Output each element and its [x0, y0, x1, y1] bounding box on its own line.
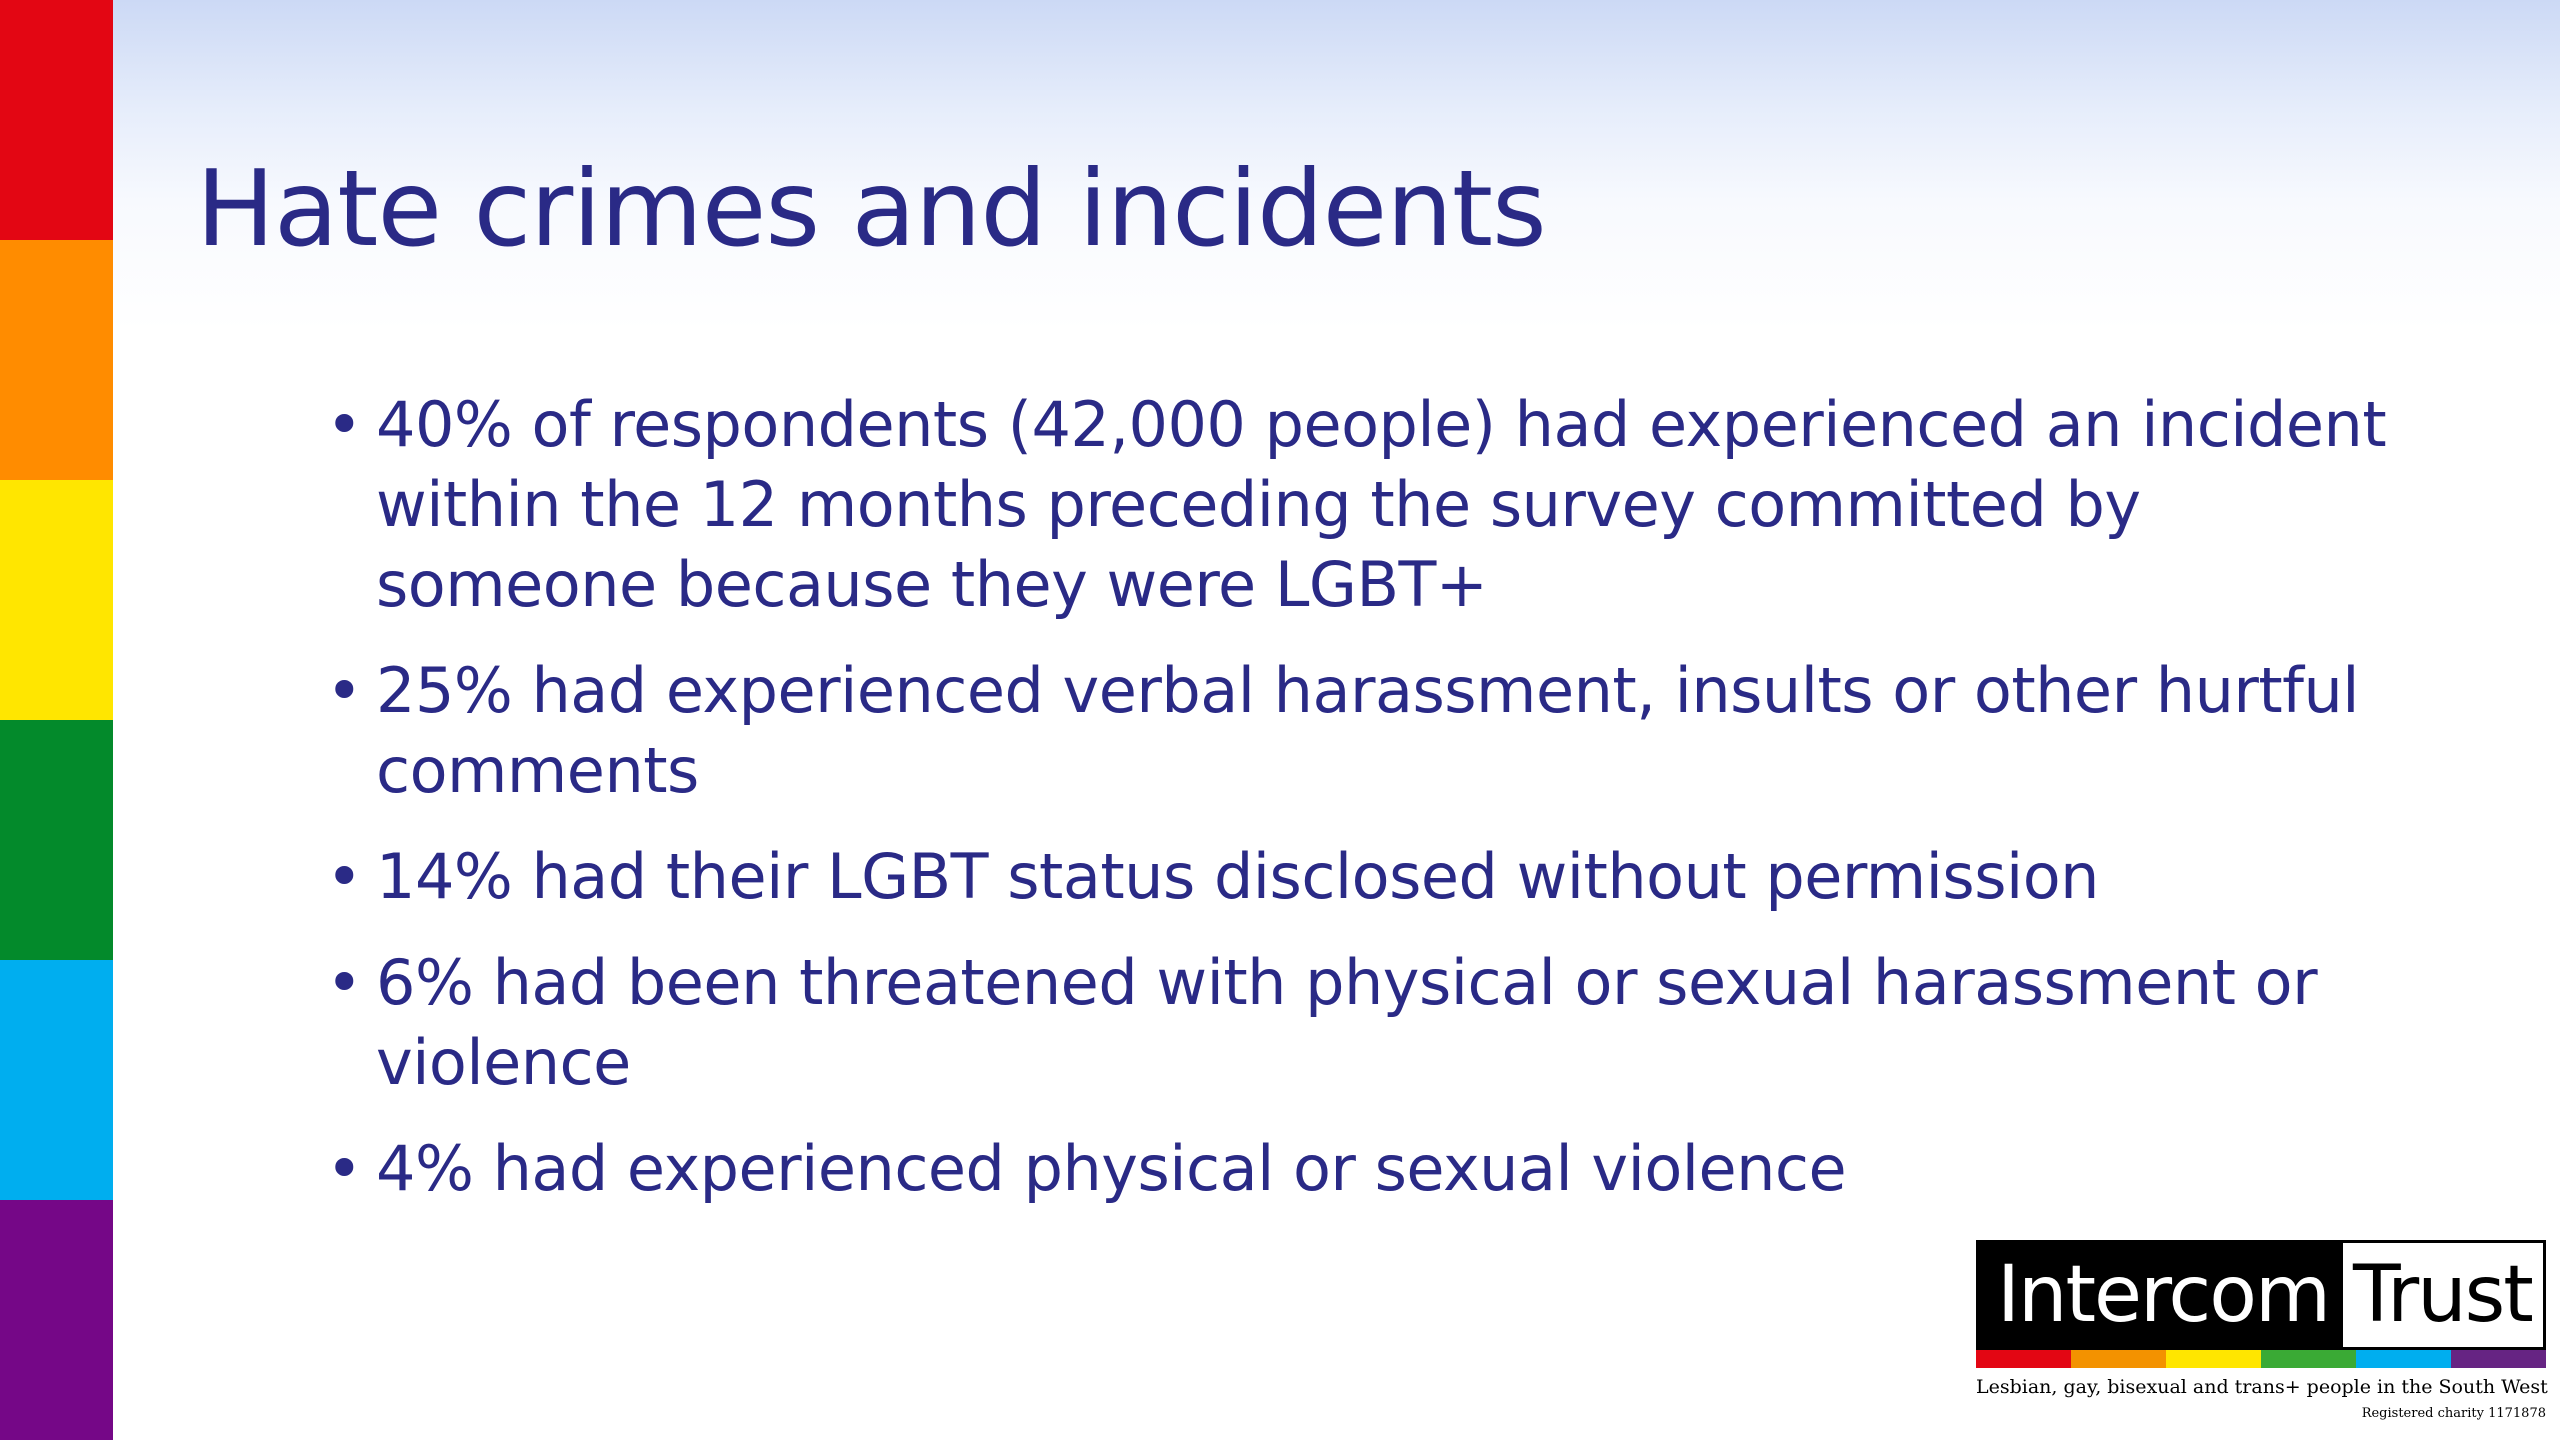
logo-stripe	[2261, 1350, 2356, 1368]
logo-tagline: Lesbian, gay, bisexual and trans+ people in the South West	[1976, 1376, 2548, 1398]
bullet-list	[326, 385, 2406, 1235]
bullet-dot: •	[326, 946, 363, 1019]
logo-wordmark	[1976, 1240, 2546, 1350]
logo-stripe	[2356, 1350, 2451, 1368]
bullet-dot: •	[326, 1132, 363, 1205]
slide-title: Hate crimes and incidents	[196, 148, 1546, 270]
logo-rainbow-stripes	[1976, 1350, 2546, 1368]
rainbow-sidebar	[0, 0, 113, 1440]
rainbow-stripe-yellow	[0, 480, 113, 720]
rainbow-stripe-red	[0, 0, 113, 240]
logo-stripe	[1976, 1350, 2071, 1368]
logo-stripe	[2166, 1350, 2261, 1368]
rainbow-stripe-blue	[0, 960, 113, 1200]
bullet-dot: •	[326, 388, 363, 461]
bullet-item	[326, 837, 2406, 917]
bullet-dot: •	[326, 840, 363, 913]
bullet-dot: •	[326, 654, 363, 727]
bullet-item	[326, 943, 2406, 1103]
bullet-text: 6% had been threatened with physical or sexual harassment or violence	[376, 946, 2318, 1099]
logo-stripe	[2071, 1350, 2166, 1368]
rainbow-stripe-green	[0, 720, 113, 960]
logo-name-trust: Trust	[2343, 1243, 2543, 1347]
bullet-item	[326, 1129, 2406, 1209]
intercom-trust-logo	[1976, 1240, 2546, 1422]
logo-name-intercom: Intercom	[1979, 1243, 2343, 1347]
rainbow-stripe-orange	[0, 240, 113, 480]
bullet-text: 40% of respondents (42,000 people) had experienced an incident within the 12 months preceding the survey committed by someone because they were LGBT+	[376, 388, 2387, 621]
bullet-item	[326, 651, 2406, 811]
rainbow-stripe-purple	[0, 1200, 113, 1440]
bullet-text: 4% had experienced physical or sexual violence	[376, 1132, 1847, 1205]
bullet-text: 14% had their LGBT status disclosed without permission	[376, 840, 2099, 913]
logo-charity-number: Registered charity 1171878	[2361, 1406, 2546, 1421]
bullet-item	[326, 385, 2406, 625]
bullet-text: 25% had experienced verbal harassment, insults or other hurtful comments	[376, 654, 2360, 807]
logo-stripe	[2451, 1350, 2546, 1368]
